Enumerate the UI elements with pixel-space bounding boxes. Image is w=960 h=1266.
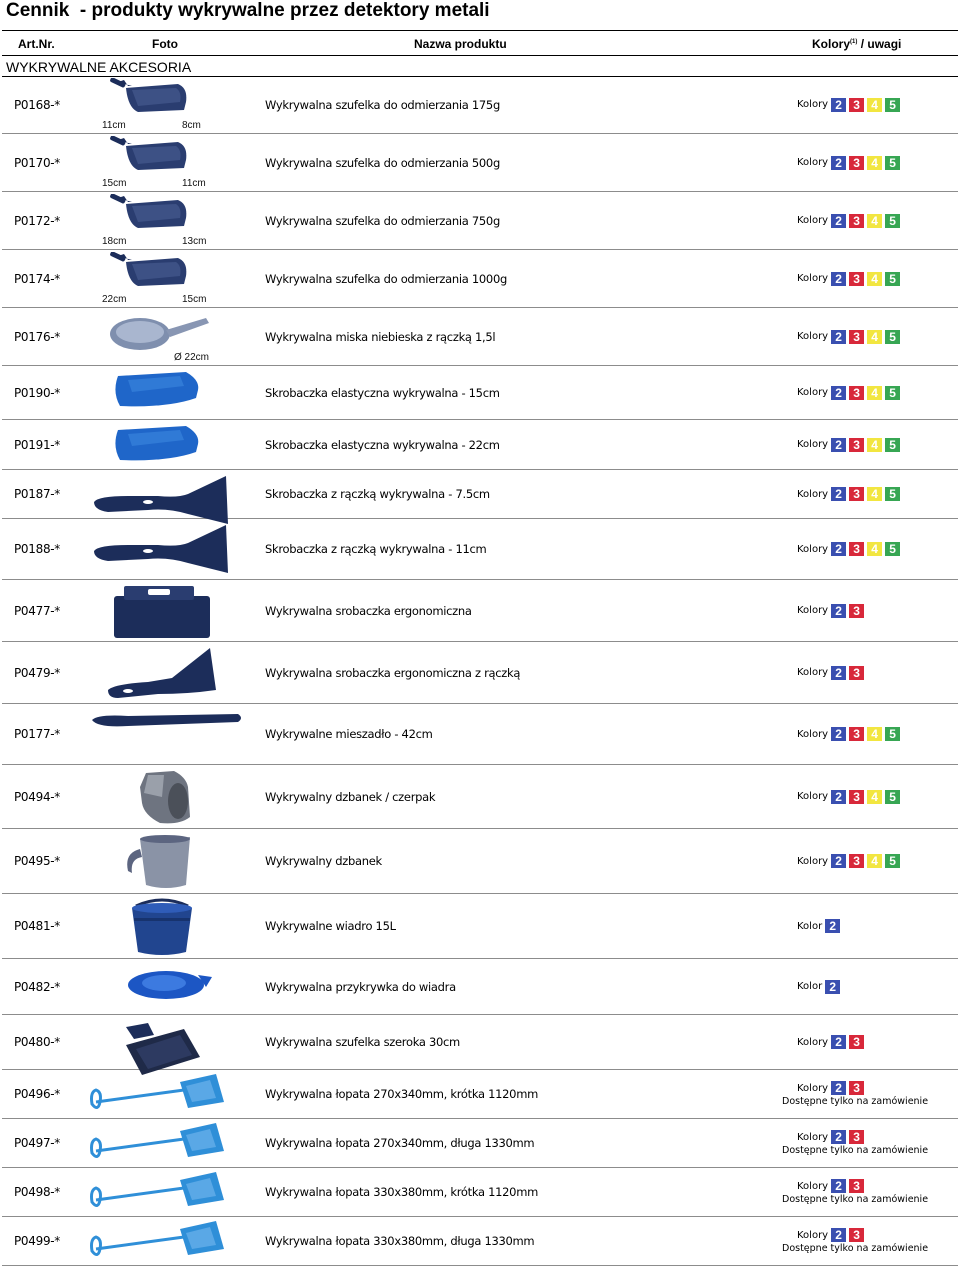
article-number: P0495-* xyxy=(14,854,61,868)
color-swatch-4: 4 xyxy=(867,790,882,804)
article-number: P0497-* xyxy=(14,1136,61,1150)
measuring-scoop-icon xyxy=(88,252,248,306)
color-swatch-5: 5 xyxy=(885,790,900,804)
header-product-name: Nazwa produktu xyxy=(414,37,507,51)
header-foto: Foto xyxy=(152,37,178,51)
flexible-scraper-icon xyxy=(88,422,248,466)
dustpan-icon xyxy=(88,1017,248,1077)
color-options xyxy=(797,386,903,400)
article-number: P0496-* xyxy=(14,1087,61,1101)
colors-label: Kolor xyxy=(797,981,823,992)
color-swatch-2: 2 xyxy=(831,1179,846,1193)
color-swatch-4: 4 xyxy=(867,854,882,868)
color-options xyxy=(797,666,867,680)
shovel-icon xyxy=(88,1121,248,1167)
stirrer-icon xyxy=(88,706,248,736)
product-name: Wykrywalna srobaczka ergonomiczna z rączką xyxy=(265,665,521,680)
color-swatch-3: 3 xyxy=(849,156,864,170)
product-name: Wykrywalna łopata 330x380mm, długa 1330mm xyxy=(265,1234,535,1248)
colors-label: Kolory xyxy=(797,331,829,342)
color-options xyxy=(797,487,903,501)
colors-label: Kolory xyxy=(797,157,829,168)
color-swatch-4: 4 xyxy=(867,487,882,501)
color-swatch-5: 5 xyxy=(885,854,900,868)
colors-label: Kolory xyxy=(797,1180,829,1192)
color-swatch-5: 5 xyxy=(885,487,900,501)
color-options xyxy=(797,272,903,286)
header-colors-footnote: (1) xyxy=(850,39,858,45)
color-swatch-3: 3 xyxy=(849,790,864,804)
color-swatch-2: 2 xyxy=(831,438,846,452)
colors-label: Kolory xyxy=(797,1131,829,1143)
product-name: Wykrywalna łopata 270x340mm, krótka 1120mm xyxy=(265,1087,539,1101)
product-name: Wykrywalny dzbanek xyxy=(265,854,382,868)
color-swatch-3: 3 xyxy=(849,727,864,741)
color-options xyxy=(797,1081,952,1095)
article-number: P0480-* xyxy=(14,1035,61,1049)
availability-note: Dostępne tylko na zamówienie xyxy=(782,1096,929,1107)
color-swatch-2: 2 xyxy=(825,919,840,933)
color-swatch-2: 2 xyxy=(831,790,846,804)
color-swatch-4: 4 xyxy=(867,386,882,400)
table-row xyxy=(2,1070,958,1119)
color-options xyxy=(797,1130,952,1144)
colors-and-notes xyxy=(782,1081,952,1107)
color-options xyxy=(797,854,903,868)
availability-note: Dostępne tylko na zamówienie xyxy=(782,1243,929,1254)
table-header xyxy=(2,30,958,56)
product-name: Wykrywalne mieszadło - 42cm xyxy=(265,727,433,741)
table-row xyxy=(2,192,958,250)
colors-label: Kolory xyxy=(797,439,829,450)
color-swatch-3: 3 xyxy=(849,98,864,112)
color-swatch-3: 3 xyxy=(849,1228,864,1242)
color-swatch-5: 5 xyxy=(885,438,900,452)
color-swatch-4: 4 xyxy=(867,98,882,112)
color-options xyxy=(797,1179,952,1193)
dim-label-2: 11cm xyxy=(182,178,206,189)
scoop-jug-icon xyxy=(88,767,248,827)
article-number: P0177-* xyxy=(14,727,61,741)
product-name: Wykrywalna szufelka szeroka 30cm xyxy=(265,1035,460,1049)
colors-label: Kolory xyxy=(797,605,829,616)
color-swatch-2: 2 xyxy=(831,604,846,618)
colors-label: Kolory xyxy=(797,215,829,226)
color-swatch-4: 4 xyxy=(867,272,882,286)
color-swatch-2: 2 xyxy=(831,854,846,868)
color-swatch-2: 2 xyxy=(825,980,840,994)
dim-label-1: 15cm xyxy=(102,178,127,189)
color-swatch-2: 2 xyxy=(831,666,846,680)
color-swatch-3: 3 xyxy=(849,1035,864,1049)
table-row xyxy=(2,704,958,765)
colors-label: Kolory xyxy=(797,1229,829,1241)
table-row xyxy=(2,308,958,366)
color-options xyxy=(797,156,903,170)
color-swatch-2: 2 xyxy=(831,1130,846,1144)
color-swatch-2: 2 xyxy=(831,727,846,741)
article-number: P0191-* xyxy=(14,437,61,452)
color-swatch-2: 2 xyxy=(831,1081,846,1095)
availability-note: Dostępne tylko na zamówienie xyxy=(782,1145,929,1156)
color-swatch-5: 5 xyxy=(885,330,900,344)
color-swatch-2: 2 xyxy=(831,1228,846,1242)
header-art-nr: Art.Nr. xyxy=(18,37,55,51)
measuring-scoop-icon xyxy=(88,194,248,248)
color-options xyxy=(797,1035,867,1049)
color-swatch-2: 2 xyxy=(831,1035,846,1049)
colors-and-notes xyxy=(782,1228,952,1254)
color-swatch-3: 3 xyxy=(849,330,864,344)
article-number: P0187-* xyxy=(14,487,61,501)
article-number: P0481-* xyxy=(14,919,61,933)
product-name: Wykrywalna przykrywka do wiadra xyxy=(265,979,456,994)
dim-label-1: 22cm xyxy=(102,294,127,305)
product-table xyxy=(2,76,958,1266)
color-swatch-2: 2 xyxy=(831,98,846,112)
colors-label: Kolory xyxy=(797,273,829,284)
article-number: P0190-* xyxy=(14,385,61,400)
colors-and-notes xyxy=(782,1130,952,1156)
header-colors-label: Kolory xyxy=(812,37,851,51)
availability-note: Dostępne tylko na zamówienie xyxy=(782,1194,929,1205)
table-row xyxy=(2,894,958,959)
color-swatch-5: 5 xyxy=(885,386,900,400)
color-swatch-2: 2 xyxy=(831,272,846,286)
color-options xyxy=(797,330,903,344)
color-options xyxy=(797,727,903,741)
color-options xyxy=(797,542,903,556)
colors-label: Kolory xyxy=(797,1036,829,1048)
colors-and-notes xyxy=(782,1179,952,1205)
color-swatch-2: 2 xyxy=(831,156,846,170)
product-name: Skrobaczka elastyczna wykrywalna - 22cm xyxy=(265,437,500,452)
colors-label: Kolory xyxy=(797,387,829,398)
product-name: Wykrywalna łopata 330x380mm, krótka 1120mm xyxy=(265,1185,539,1199)
color-swatch-3: 3 xyxy=(849,1130,864,1144)
article-number: P0499-* xyxy=(14,1234,61,1248)
color-options xyxy=(797,919,843,933)
color-options xyxy=(797,1228,952,1242)
color-swatch-5: 5 xyxy=(885,156,900,170)
color-swatch-3: 3 xyxy=(849,487,864,501)
article-number: P0498-* xyxy=(14,1185,61,1199)
color-options xyxy=(797,214,903,228)
page-title: Cennik - produkty wykrywalne przez detektory metali xyxy=(6,0,490,21)
colors-label: Kolory xyxy=(797,488,829,500)
colors-label: Kolory xyxy=(797,99,829,110)
article-number: P0188-* xyxy=(14,542,61,556)
article-number: P0168-* xyxy=(14,97,61,112)
product-name: Skrobaczka elastyczna wykrywalna - 15cm xyxy=(265,385,500,400)
article-number: P0172-* xyxy=(14,213,61,228)
dim-label-2: 15cm xyxy=(182,294,207,305)
color-options xyxy=(797,980,843,994)
product-name: Skrobaczka z rączką wykrywalna - 11cm xyxy=(265,542,487,556)
measuring-scoop-icon xyxy=(88,136,248,190)
header-notes-label: / uwagi xyxy=(857,37,902,51)
product-name: Skrobaczka z rączką wykrywalna - 7.5cm xyxy=(265,487,490,501)
jug-icon xyxy=(88,831,248,891)
color-swatch-3: 3 xyxy=(849,214,864,228)
color-swatch-5: 5 xyxy=(885,214,900,228)
measuring-scoop-icon xyxy=(88,78,248,132)
table-row xyxy=(2,829,958,894)
article-number: P0479-* xyxy=(14,665,61,680)
color-options xyxy=(797,98,903,112)
color-swatch-4: 4 xyxy=(867,542,882,556)
color-swatch-5: 5 xyxy=(885,727,900,741)
table-row xyxy=(2,420,958,470)
colors-label: Kolory xyxy=(797,728,829,740)
color-options xyxy=(797,790,903,804)
color-swatch-4: 4 xyxy=(867,214,882,228)
table-row xyxy=(2,765,958,829)
table-row xyxy=(2,1015,958,1070)
colors-label: Kolory xyxy=(797,791,829,802)
table-row xyxy=(2,519,958,580)
dim-label-1: 18cm xyxy=(102,236,127,247)
ergonomic-scraper-icon xyxy=(88,582,248,640)
table-row xyxy=(2,470,958,519)
color-swatch-2: 2 xyxy=(831,487,846,501)
color-swatch-5: 5 xyxy=(885,542,900,556)
article-number: P0170-* xyxy=(14,155,61,170)
color-swatch-4: 4 xyxy=(867,438,882,452)
bowl-icon xyxy=(88,310,248,364)
shovel-icon xyxy=(88,1219,248,1265)
colors-label: Kolory xyxy=(797,543,829,555)
product-name: Wykrywalna łopata 270x340mm, długa 1330mm xyxy=(265,1136,535,1150)
colors-label: Kolor xyxy=(797,920,823,932)
color-swatch-5: 5 xyxy=(885,272,900,286)
table-row xyxy=(2,134,958,192)
color-swatch-2: 2 xyxy=(831,330,846,344)
color-swatch-2: 2 xyxy=(831,214,846,228)
product-name: Wykrywalna szufelka do odmierzania 750g xyxy=(265,213,500,228)
flexible-scraper-icon xyxy=(88,368,248,412)
article-number: P0482-* xyxy=(14,979,61,994)
color-swatch-4: 4 xyxy=(867,156,882,170)
color-swatch-3: 3 xyxy=(849,1081,864,1095)
table-row xyxy=(2,76,958,134)
table-row xyxy=(2,1217,958,1266)
header-colors xyxy=(812,37,901,51)
colors-label: Kolory xyxy=(797,1082,829,1094)
colors-label: Kolory xyxy=(797,667,829,678)
color-swatch-3: 3 xyxy=(849,854,864,868)
table-row xyxy=(2,580,958,642)
table-row xyxy=(2,959,958,1015)
product-name: Wykrywalna szufelka do odmierzania 500g xyxy=(265,155,500,170)
color-swatch-3: 3 xyxy=(849,666,864,680)
color-swatch-4: 4 xyxy=(867,727,882,741)
table-row xyxy=(2,366,958,420)
ergonomic-handle-scraper-icon xyxy=(88,644,248,702)
table-row xyxy=(2,1119,958,1168)
color-swatch-2: 2 xyxy=(831,542,846,556)
shovel-icon xyxy=(88,1072,248,1118)
dim-label-2: 13cm xyxy=(182,236,207,247)
shovel-icon xyxy=(88,1170,248,1216)
table-row xyxy=(2,642,958,704)
color-swatch-2: 2 xyxy=(831,386,846,400)
article-number: P0174-* xyxy=(14,271,61,286)
product-name: Wykrywalne wiadro 15L xyxy=(265,919,396,933)
bucket-icon xyxy=(88,896,248,956)
color-swatch-3: 3 xyxy=(849,604,864,618)
color-swatch-3: 3 xyxy=(849,438,864,452)
color-swatch-3: 3 xyxy=(849,272,864,286)
section-title: WYKRYWALNE AKCESORIA xyxy=(6,59,192,75)
section-heading xyxy=(2,55,958,77)
color-swatch-3: 3 xyxy=(849,1179,864,1193)
handle-scraper-icon xyxy=(88,521,248,577)
color-swatch-5: 5 xyxy=(885,98,900,112)
color-swatch-3: 3 xyxy=(849,386,864,400)
product-name: Wykrywalna szufelka do odmierzania 175g xyxy=(265,97,500,112)
product-name: Wykrywalna srobaczka ergonomiczna xyxy=(265,603,472,618)
dim-label-1: Ø 22cm xyxy=(174,352,210,363)
color-options xyxy=(797,604,867,618)
bucket-lid-icon xyxy=(88,961,248,1011)
article-number: P0477-* xyxy=(14,603,61,618)
table-row xyxy=(2,1168,958,1217)
product-name: Wykrywalny dzbanek / czerpak xyxy=(265,789,436,804)
color-swatch-3: 3 xyxy=(849,542,864,556)
colors-label: Kolory xyxy=(797,855,829,867)
color-options xyxy=(797,438,903,452)
color-swatch-4: 4 xyxy=(867,330,882,344)
product-name: Wykrywalna miska niebieska z rączką 1,5l xyxy=(265,329,496,344)
dim-label-1: 11cm xyxy=(102,120,126,131)
table-row xyxy=(2,250,958,308)
article-number: P0494-* xyxy=(14,789,61,804)
product-name: Wykrywalna szufelka do odmierzania 1000g xyxy=(265,271,507,286)
dim-label-2: 8cm xyxy=(182,120,201,131)
article-number: P0176-* xyxy=(14,329,61,344)
